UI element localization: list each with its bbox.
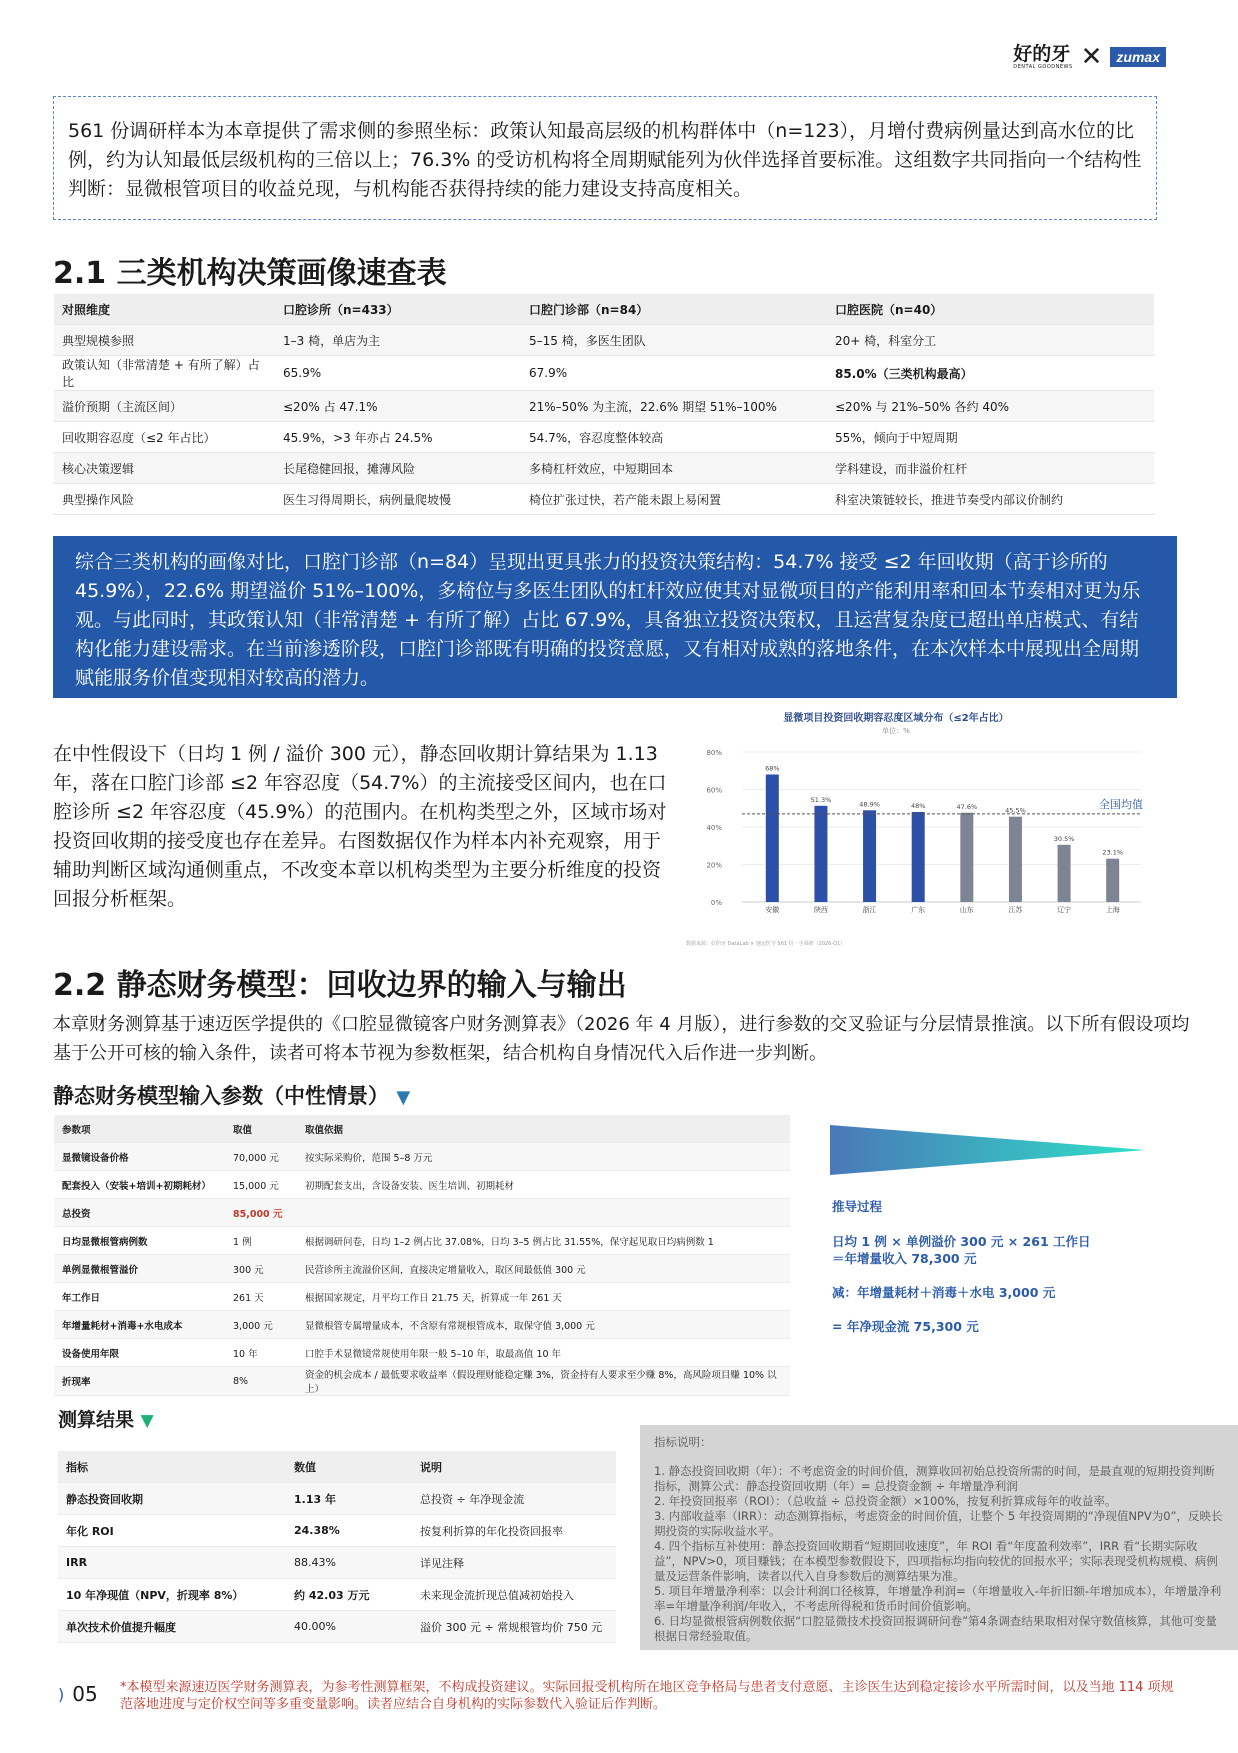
table-row: [58, 1579, 616, 1611]
table-row: [54, 1171, 790, 1199]
table-cell: 典型规模参照: [54, 325, 275, 356]
table-cell: 10 年: [225, 1339, 297, 1367]
table-cell: 静态投资回收期: [58, 1483, 286, 1515]
table-cell: 67.9%: [521, 356, 827, 391]
brand-logo: 好的牙 DENTAL GOODNEWS: [1013, 43, 1073, 70]
table-cell: 未来现金流折现总值减初始投入: [412, 1579, 616, 1611]
table-cell: 显微镜设备价格: [54, 1143, 225, 1171]
table-cell: 1 例: [225, 1227, 297, 1255]
table-row: [58, 1611, 616, 1643]
table-cell: 按复利折算的年化投资回报率: [412, 1515, 616, 1547]
table-cell: 学科建设，而非溢价杠杆: [827, 453, 1154, 484]
input-table-title: 静态财务模型输入参数（中性情景） ▼: [53, 1084, 411, 1108]
table-cell: 88.43%: [286, 1547, 412, 1579]
table-cell: 典型操作风险: [54, 484, 275, 515]
table-cell: 按实际采购价，范围 5–8 万元: [297, 1143, 790, 1171]
decision-profile-table: [54, 294, 1154, 515]
x-tick-label: 浙江: [862, 906, 877, 914]
table-cell: 溢价预期（主流区间）: [54, 391, 275, 422]
table-cell: 54.7%，容忍度整体较高: [521, 422, 827, 453]
data-label: 68%: [765, 764, 780, 773]
section-title-2-2: 2.2 静态财务模型：回收边界的输入与输出: [53, 968, 627, 1003]
note-item: 6. 日均显微根管病例数依据“口腔显微技术投资回报调研问卷”第4条调查结果取相对保守数值核算，其他可变量根据日常经验取值。: [654, 1614, 1217, 1643]
table-cell: 长尾稳健回报，摊薄风险: [275, 453, 521, 484]
bar: [1106, 859, 1119, 902]
table-cell: 折现率: [54, 1367, 225, 1396]
table-cell: 21%–50% 为主流，22.6% 期望 51%–100%: [521, 391, 827, 422]
section-title-2-1: 2.1 三类机构决策画像速查表: [53, 256, 447, 291]
table-cell: 单例显微根管溢价: [54, 1255, 225, 1283]
table-cell: 55%，倾向于中短周期: [827, 422, 1154, 453]
table-cell: 65.9%: [275, 356, 521, 391]
note-item: 4. 四个指标互补使用：静态投资回收期看“短期回收速度”，年 ROI 看“年度盈利效率”，IRR 看“长期实际收益”，NPV>0，项目赚钱；在本模型参数假设下，四项指标均指向较优的回报水平；实际表现受机构规模、病例量及运营条件影响，读者以代入自身参数后的测算结果为准。: [654, 1539, 1218, 1583]
data-label: 30.5%: [1053, 834, 1075, 843]
table-cell: 年化 ROI: [58, 1515, 286, 1547]
analysis-paragraph: 在中性假设下（日均 1 例 / 溢价 300 元），静态回收期计算结果为 1.13 年，落在口腔门诊部 ≤2 年容忍度（54.7%）的主流接受区间内，也在口腔诊所 ≤2 年容忍度（45.9%）的范围内。在机构类型之外，区域市场对投资回收期的接受度也存在差异。右图数据仅作为样本内补充观察，用于辅助判断区域沟通侧重点，不改变本章以机构类型为主要分析维度的投资回报分析框架。: [53, 743, 667, 910]
table-cell: 溢价 300 元 ÷ 常规根管均价 750 元: [412, 1611, 616, 1643]
result-title: 测算结果 ▼: [58, 1409, 154, 1431]
table-cell: 261 天: [225, 1283, 297, 1311]
table-cell: 回收期容忍度（≤2 年占比）: [54, 422, 275, 453]
result-table: [58, 1451, 616, 1643]
table-cell: 24.38%: [286, 1515, 412, 1547]
data-label: 51.3%: [810, 795, 832, 804]
table-cell: 8%: [225, 1367, 297, 1396]
table-row: [54, 1367, 790, 1396]
table-cell: 资金的机会成本 / 最低要求收益率（假设理财能稳定赚 3%，资金持有人要求至少赚 8%，高风险项目赚 10% 以上）: [297, 1367, 790, 1396]
table-row: [54, 391, 1154, 422]
y-tick-label: 20%: [706, 861, 722, 870]
table-cell: 显微根管专属增量成本，不含原有常规根管成本，取保守值 3,000 元: [297, 1311, 790, 1339]
table-cell: ≤20% 占 47.1%: [275, 391, 521, 422]
table-cell: 总投资: [54, 1199, 225, 1227]
summary-callout: 综合三类机构的画像对比，口腔门诊部（n=84）呈现出更具张力的投资决策结构：54.7% 接受 ≤2 年回收期（高于诊所的 45.9%），22.6% 期望溢价 51%–100%，多椅位与多医生团队的杠杆效应使其对显微项目的产能利用率和回本节奏相对更为乐观。与此同时，其政策认知（非常清楚 + 有所了解）占比 67.9%，具备独立投资决策权，且运营复杂度已超出单店模式、有结构化能力建设需求。在当前渗透阶段，口腔门诊部既有明确的投资意愿，又有相对成熟的落地条件，在本次样本中展现出全周期赋能服务价值变现相对较高的潜力。: [53, 536, 1177, 698]
derivation-line: = 年净现金流 75,300 元: [832, 1319, 979, 1334]
table-row: [54, 1339, 790, 1367]
chart-source: 数据来源：好的牙 DataLab × 速迈医学 561 份一手调研（2026-Q1）: [686, 941, 846, 947]
y-tick-label: 60%: [706, 786, 722, 795]
table-cell: 口腔手术显微镜常规使用年限一般 5–10 年，取最高值 10 年: [297, 1339, 790, 1367]
table-row: [54, 1311, 790, 1339]
bar: [1009, 817, 1022, 902]
x-tick-label: 安徽: [765, 906, 780, 914]
table-header: 取值: [225, 1115, 297, 1143]
y-tick-label: 40%: [706, 824, 722, 832]
notes-title: 指标说明：: [654, 1435, 712, 1449]
table-row: [54, 422, 1154, 453]
table-cell: 年工作日: [54, 1283, 225, 1311]
table-cell: 椅位扩张过快，若产能未跟上易闲置: [521, 484, 827, 515]
derivation-line: 日均 1 例 × 单例溢价 300 元 × 261 工作日: [832, 1234, 1091, 1249]
x-tick-label: 辽宁: [1057, 906, 1072, 914]
table-cell: 15,000 元: [225, 1171, 297, 1199]
table-row: [54, 1199, 790, 1227]
bracket-icon: ): [58, 1684, 65, 1704]
bar: [766, 775, 779, 903]
table-header: 口腔医院（n=40）: [827, 294, 1154, 325]
data-label: 48%: [910, 802, 926, 810]
x-tick-label: 江苏: [1008, 906, 1023, 914]
derivation-title: 推导过程: [832, 1199, 883, 1214]
table-cell: 70,000 元: [225, 1143, 297, 1171]
x-tick-label: 上海: [1105, 906, 1120, 914]
derivation-block: [832, 1198, 1162, 1335]
derivation-line: 减：年增量耗材＋消毒＋水电 3,000 元: [832, 1285, 1056, 1300]
indicator-notes: [640, 1425, 1238, 1650]
table-cell: IRR: [58, 1547, 286, 1579]
arrow-graphic: [830, 1125, 1145, 1180]
bar: [814, 806, 827, 902]
table-cell: 核心决策逻辑: [54, 453, 275, 484]
table-cell: 民营诊所主流溢价区间，直接决定增量收入，取区间最低值 300 元: [297, 1255, 790, 1283]
table-cell: 配套投入（安装+培训+初期耗材）: [54, 1171, 225, 1199]
input-parameters-table: [54, 1115, 790, 1396]
table-header: 指标: [58, 1451, 286, 1483]
table-cell: 1–3 椅，单店为主: [275, 325, 521, 356]
table-cell: 初期配套支出，含设备安装、医生培训、初期耗材: [297, 1171, 790, 1199]
bar: [912, 812, 925, 902]
table-cell: 10 年净现值（NPV，折现率 8%）: [58, 1579, 286, 1611]
table-cell: 设备使用年限: [54, 1339, 225, 1367]
table-row: [54, 484, 1154, 515]
page-number: ) 05: [58, 1682, 98, 1706]
table-row: [54, 1227, 790, 1255]
table-row: [54, 1283, 790, 1311]
table-cell: 多椅杠杆效应，中短期回本: [521, 453, 827, 484]
table-row: [54, 356, 1154, 391]
data-label: 23.1%: [1102, 848, 1124, 857]
table-header: 口腔门诊部（n=84）: [521, 294, 827, 325]
table-header: 数值: [286, 1451, 412, 1483]
data-label: 45.5%: [1005, 806, 1026, 815]
bar: [1058, 845, 1071, 902]
region-bar-chart: [686, 708, 1186, 948]
table-cell: 根据调研问卷，日均 1–2 例占比 37.08%，日均 3–5 例占比 31.55%，保守起见取日均病例数 1: [297, 1227, 790, 1255]
chart-subtitle: 单位：%: [882, 727, 910, 735]
table-cell: ≤20% 与 21%–50% 各约 40%: [827, 391, 1154, 422]
table-header: 口腔诊所（n=433）: [275, 294, 521, 325]
average-line-label: 全国均值: [1099, 797, 1143, 811]
table-row: [54, 1143, 790, 1171]
table-header: 说明: [412, 1451, 616, 1483]
table-cell: 总投资 ÷ 年净现金流: [412, 1483, 616, 1515]
table-cell: 20+ 椅，科室分工: [827, 325, 1154, 356]
y-tick-label: 80%: [706, 749, 722, 757]
intro-box: 561 份调研样本为本章提供了需求侧的参照坐标：政策认知最高层级的机构群体中（n=123），月增付费病例量达到高水位的比例，约为认知最低层级机构的三倍以上；76.3% 的受访机构将全周期赋能列为伙伴选择首要标准。这组数字共同指向一个结构性判断：显微根管项目的收益兑现，与机构能否获得持续的能力建设支持高度相关。: [53, 96, 1157, 220]
table-cell: 政策认知（非常清楚 + 有所了解）占比: [54, 356, 275, 391]
table-row: [58, 1483, 616, 1515]
table-cell: 详见注释: [412, 1547, 616, 1579]
table-cell: 85.0%（三类机构最高）: [827, 356, 1154, 391]
chart-title: 显微项目投资回收期容忍度区域分布（≤2年占比）: [783, 713, 1009, 724]
table-header: 取值依据: [297, 1115, 790, 1143]
table-row: [54, 325, 1154, 356]
x-tick-label: 陕西: [813, 906, 828, 914]
bar: [960, 813, 973, 902]
table-cell: 约 42.03 万元: [286, 1579, 412, 1611]
data-label: 47.6%: [956, 802, 978, 811]
derivation-line: ＝年增量收入 78,300 元: [832, 1251, 977, 1266]
bar: [863, 810, 876, 902]
table-cell: 日均显微根管病例数: [54, 1227, 225, 1255]
x-tick-label: 广东: [911, 906, 926, 914]
table-header: 参数项: [54, 1115, 225, 1143]
table-cell: 300 元: [225, 1255, 297, 1283]
table-cell: 85,000 元: [225, 1199, 297, 1227]
table-cell: 5–15 椅，多医生团队: [521, 325, 827, 356]
section2-intro: 本章财务测算基于速迈医学提供的《口腔显微镜客户财务测算表》（2026 年 4 月版），进行参数的交叉验证与分层情景推演。以下所有假设项均基于公开可核的输入条件，读者可将本节视为参数框架，结合机构自身情况代入后作进一步判断。: [53, 1014, 1190, 1064]
triangle-down-icon: ▼: [140, 1411, 154, 1431]
table-cell: 单次技术价值提升幅度: [58, 1611, 286, 1643]
data-label: 48.9%: [859, 800, 880, 809]
table-cell: 40.00%: [286, 1611, 412, 1643]
table-header: 对照维度: [54, 294, 275, 325]
table-cell: 医生习得周期长，病例量爬坡慢: [275, 484, 521, 515]
header-logo: [1013, 44, 1166, 70]
table-cell: 3,000 元: [225, 1311, 297, 1339]
note-item: 1. 静态投资回收期（年）：不考虑资金的时间价值，测算收回初始总投资所需的时间，是最直观的短期投资判断指标，测算公式：静态投资回收期（年）= 总投资金额 ÷ 年增量净利润: [654, 1464, 1215, 1493]
table-cell: 45.9%，>3 年亦占 24.5%: [275, 422, 521, 453]
disclaimer: *本模型来源速迈医学财务测算表，为参考性测算框架，不构成投资建议。实际回报受机构所在地区竞争格局与患者支付意愿、主诊医生达到稳定接诊水平所需时间，以及当地 114 项规范落地进度与定价权空间等多重变量影响。读者应结合自身机构的实际参数代入验证后作判断。: [120, 1680, 1174, 1712]
note-item: 3. 内部收益率（IRR）：动态测算指标，考虑资金的时间价值，让整个 5 年投资周期的“净现值NPV为0”，反映长期投资的实际收益水平。: [654, 1509, 1223, 1538]
table-cell: 根据国家规定，月平均工作日 21.75 天，折算成一年 261 天: [297, 1283, 790, 1311]
table-row: [58, 1515, 616, 1547]
triangle-down-icon: ▼: [396, 1087, 411, 1108]
x-tick-label: 山东: [959, 906, 974, 914]
table-row: [58, 1547, 616, 1579]
table-row: [54, 453, 1154, 484]
table-cell: [297, 1199, 790, 1227]
note-item: 2. 年投资回报率（ROI）：（总收益 ÷ 总投资金额）×100%，按复利折算成每年的收益率。: [654, 1494, 1117, 1508]
table-cell: 年增量耗材+消毒+水电成本: [54, 1311, 225, 1339]
partner-logo: zumax: [1110, 47, 1166, 67]
y-tick-label: 0%: [710, 899, 722, 907]
table-row: [54, 1255, 790, 1283]
cross-icon: ✕: [1080, 42, 1103, 72]
table-cell: 1.13 年: [286, 1483, 412, 1515]
table-cell: 科室决策链较长，推进节奏受内部议价制约: [827, 484, 1154, 515]
note-item: 5. 项目年增量净利率：以会计利润口径核算，年增量净利润=（年增量收入-年折旧额-年增加成本），年增量净利率=年增量净利润/年收入，不考虑所得税和货币时间价值影响。: [654, 1584, 1222, 1613]
